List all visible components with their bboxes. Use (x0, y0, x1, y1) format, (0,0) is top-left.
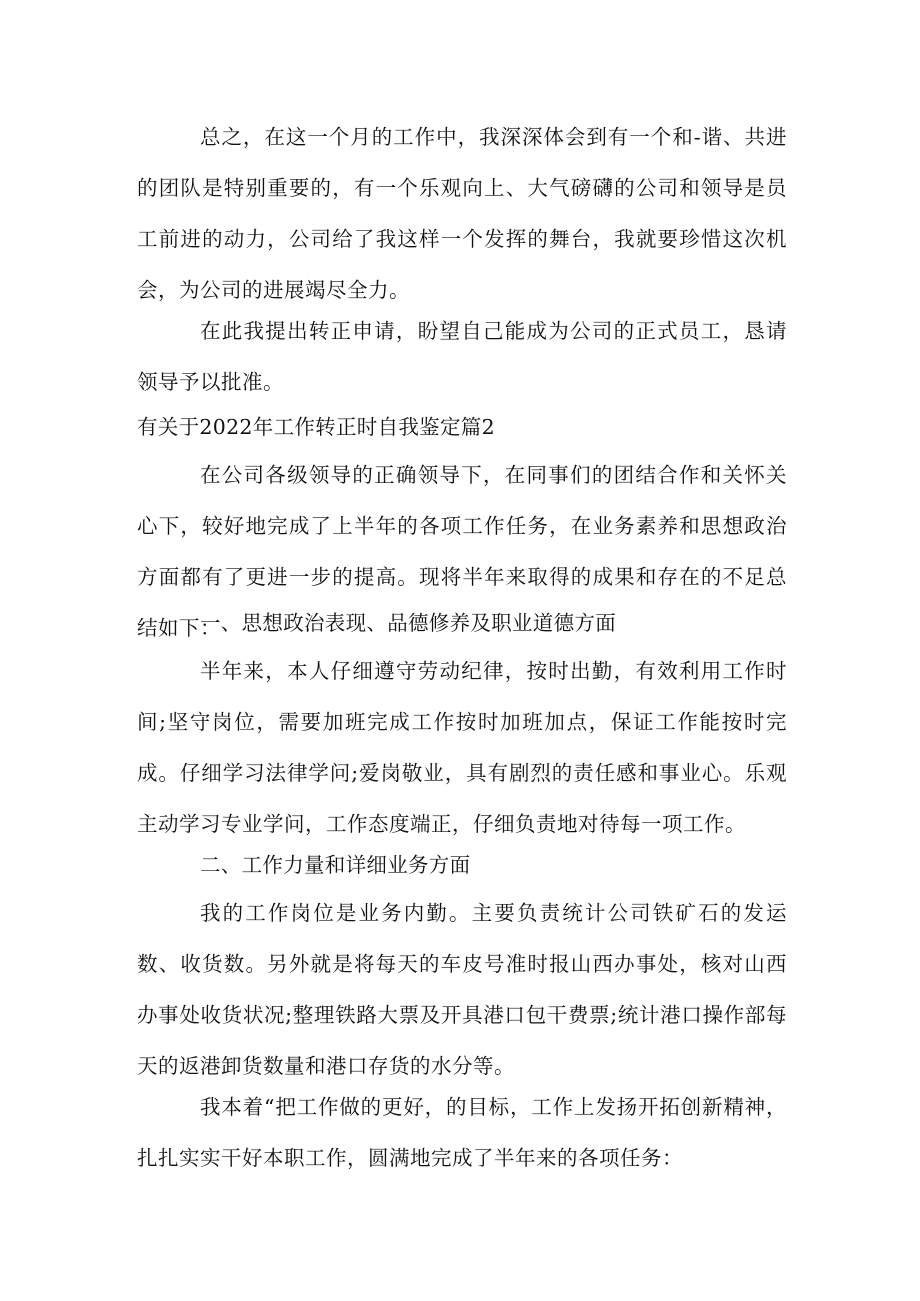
paragraph-politics: 半年来，本人仔细遵守劳动纪律，按时出勤，有效利用工作时间;坚守岗位，需要加班完成工作按时加班加点，保证工作能按时完成。仔细学习法律学问;爱岗敬业，具有剧烈的责任感和事业心。乐观主动学习专业学问，工作态度端正，仔细负责地对待每一项工作。 (137, 659, 787, 836)
paragraph-work: 我的工作岗位是业务内勤。主要负责统计公司铁矿石的发运数、收货数。另外就是将每天的车皮号准时报山西办事处，核对山西办事处收货状况;整理铁路大票及开具港口包干费票;统计港口操作部每天的返港卸货数量和港口存货的水分等。 (137, 901, 787, 1078)
paragraph-conclusion: 总之，在这一个月的工作中，我深深体会到有一个和-谐、共进的团队是特别重要的，有一个乐观向上、大气磅礴的公司和领导是员工前进的动力，公司给了我这样一个发挥的舞台，我就要珍惜这次机会，为公司的进展竭尽全力。 (137, 125, 787, 302)
paragraph-intro: 在公司各级领导的正确领导下，在同事们的团结合作和关怀关心下，较好地完成了上半年的各项工作任务，在业务素养和思想政治方面都有了更进一步的提高。现将半年来取得的成果和存在的不足总结如下： (137, 463, 787, 640)
subheading-politics: 一、思想政治表现、品德修养及职业道德方面 (200, 611, 616, 635)
paragraph-goal: 我本着“把工作做的更好，的目标，工作上发扬开拓创新精神，扎扎实实干好本职工作，圆满地完成了半年来的各项任务： (137, 1095, 787, 1170)
subheading-work: 二、工作力量和详细业务方面 (200, 853, 471, 877)
section-title: 有关于2022年工作转正时自我鉴定篇2 (137, 415, 495, 439)
paragraph-application: 在此我提出转正申请，盼望自己能成为公司的正式员工，恳请领导予以批准。 (137, 319, 787, 394)
